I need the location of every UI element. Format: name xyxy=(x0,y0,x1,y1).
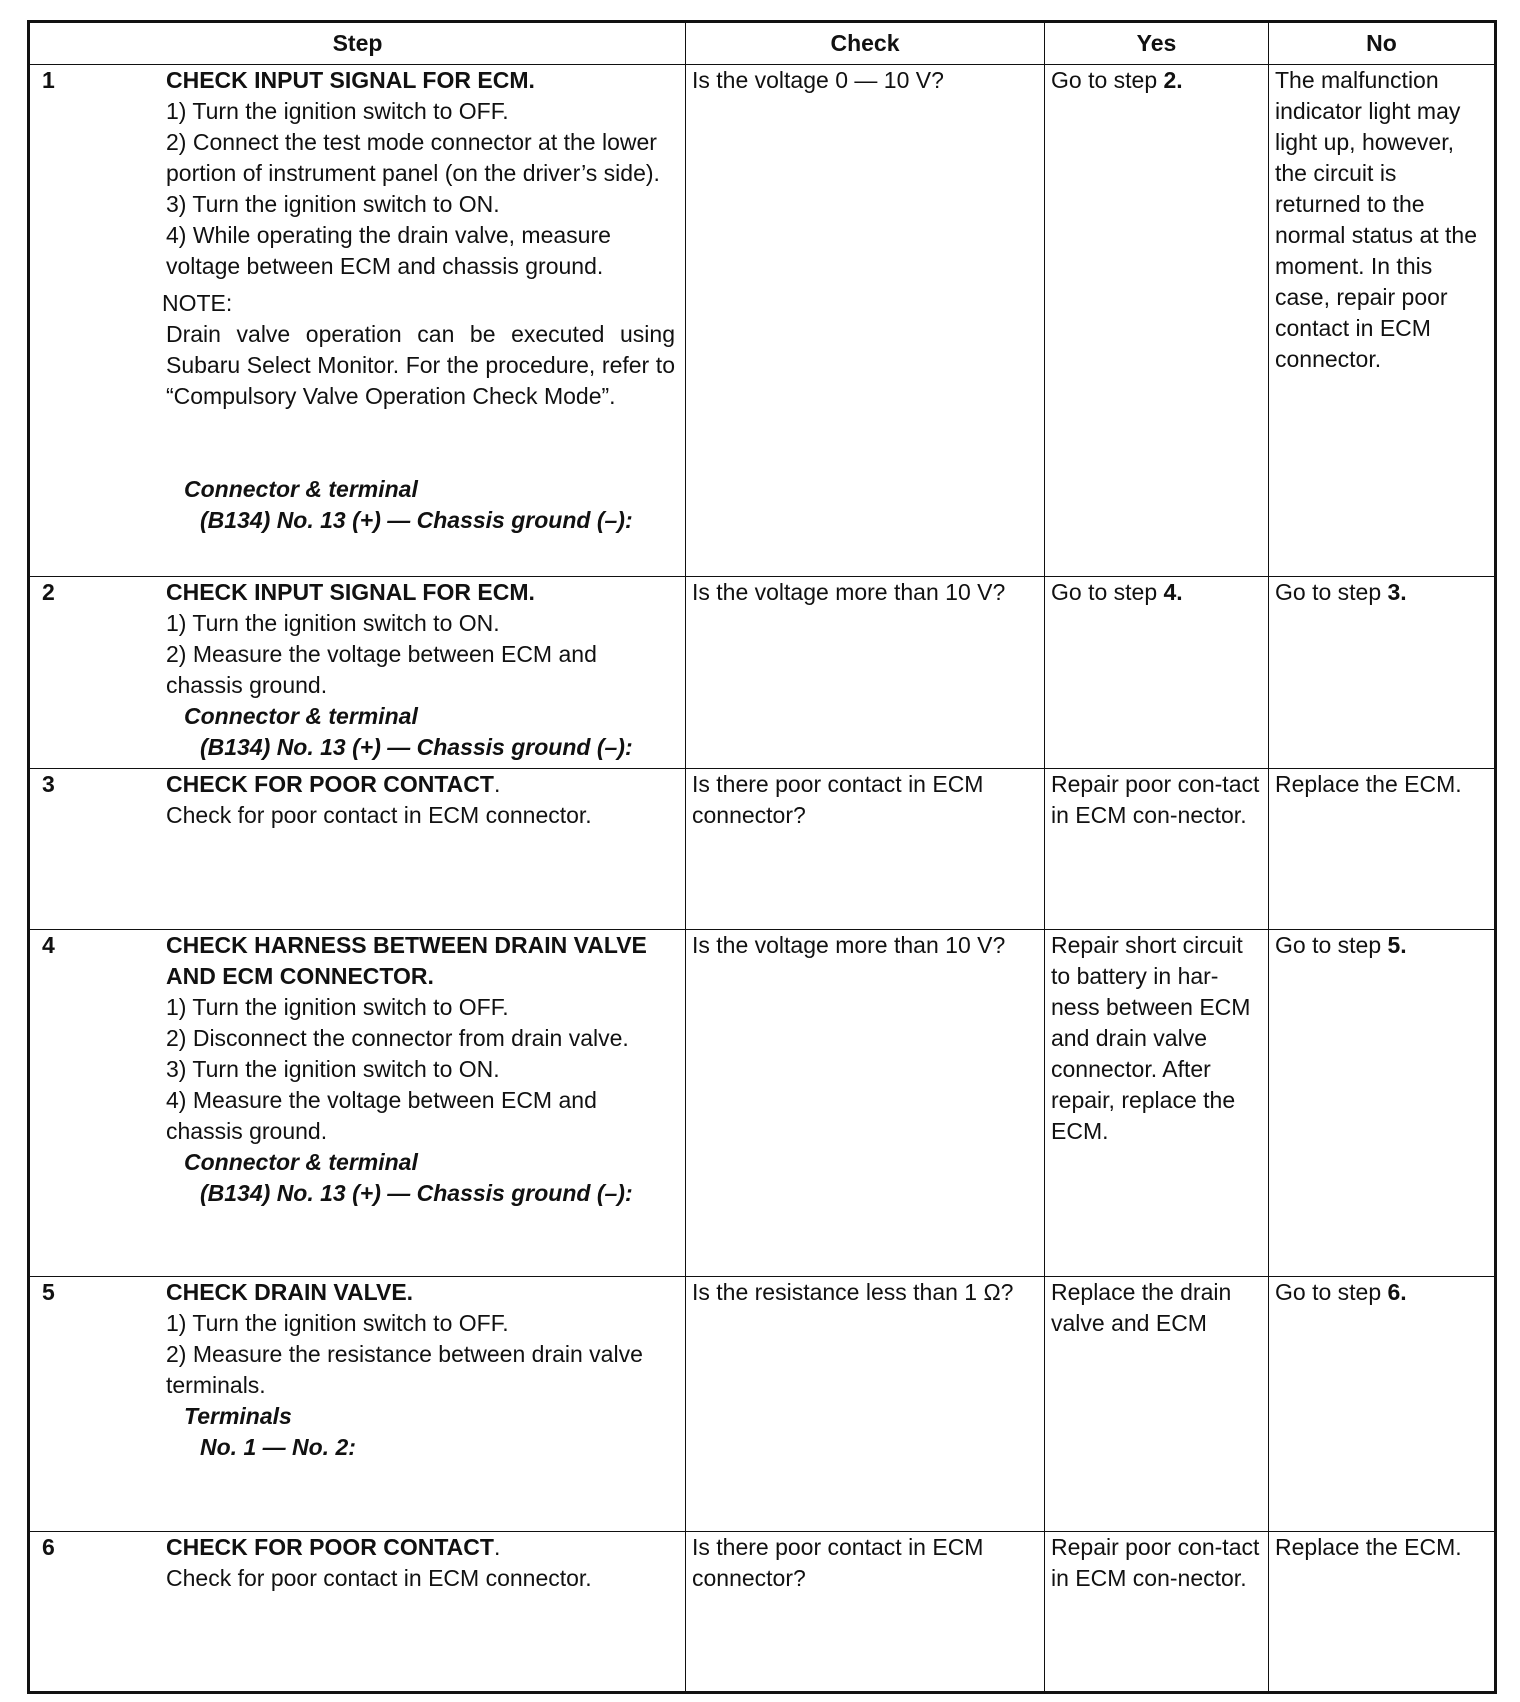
no-step-number: 5. xyxy=(1387,932,1407,958)
step-instruction: 3) Turn the ignition switch to ON. xyxy=(166,1056,500,1082)
table-row xyxy=(29,577,1496,769)
step-title: CHECK FOR POOR CONTACT xyxy=(166,771,494,797)
no-text: Go to step xyxy=(1275,1279,1388,1305)
step-instruction: 1) Turn the ignition switch to ON. xyxy=(166,610,500,636)
step-cell xyxy=(29,930,686,1277)
no-cell xyxy=(1269,930,1496,1277)
step-title: CHECK HARNESS BETWEEN DRAIN VALVE AND ECM CONNECTOR. xyxy=(166,932,647,989)
connector-value: (B134) No. 13 (+) — Chassis ground (–): xyxy=(200,1180,633,1206)
step-cell xyxy=(29,769,686,930)
no-cell xyxy=(1269,577,1496,769)
yes-cell: Repair poor con-tact in ECM con-nector. xyxy=(1045,1532,1269,1693)
terminals-value: No. 1 — No. 2: xyxy=(200,1434,356,1460)
step-number: 2 xyxy=(42,579,55,605)
step-number: 1 xyxy=(42,67,55,93)
table-row xyxy=(29,769,1496,930)
no-text: Go to step xyxy=(1275,932,1388,958)
step-number: 3 xyxy=(42,771,55,797)
step-instruction: 1) Turn the ignition switch to OFF. xyxy=(166,98,509,124)
step-title: CHECK DRAIN VALVE. xyxy=(166,1279,414,1305)
step-instruction: 1) Turn the ignition switch to OFF. xyxy=(166,1310,509,1336)
step-instruction: Check for poor contact in ECM connector. xyxy=(166,802,592,828)
step-instruction: 4) Measure the voltage between ECM and chassis ground. xyxy=(166,1087,597,1144)
no-step-number: 3. xyxy=(1387,579,1407,605)
yes-text: Go to step xyxy=(1051,579,1164,605)
step-title: CHECK INPUT SIGNAL FOR ECM. xyxy=(166,67,535,93)
step-instruction: Check for poor contact in ECM connector. xyxy=(166,1565,592,1591)
connector-label: Connector & terminal xyxy=(184,476,418,502)
note-text: Drain valve operation can be executed using Subaru Select Monitor. For the procedure, refer to “Compulsory Valve Operation Check Mode”. xyxy=(166,321,675,409)
terminals-label: Terminals xyxy=(184,1403,292,1429)
yes-cell: Replace the drain valve and ECM xyxy=(1045,1277,1269,1532)
step-title-period: . xyxy=(493,1534,501,1560)
step-instruction: 3) Turn the ignition switch to ON. xyxy=(166,191,500,217)
step-instruction: 2) Measure the resistance between drain valve terminals. xyxy=(166,1341,643,1398)
yes-cell xyxy=(1045,65,1269,577)
step-title-period: . xyxy=(493,771,501,797)
step-cell xyxy=(29,1277,686,1532)
header-step: Step xyxy=(29,22,686,65)
check-cell: Is there poor contact in ECM connector? xyxy=(686,769,1045,930)
no-cell: Replace the ECM. xyxy=(1269,769,1496,930)
step-instruction: 2) Connect the test mode connector at the lower portion of instrument panel (on the driver’s side). xyxy=(166,129,660,186)
header-row xyxy=(29,22,1496,65)
connector-label: Connector & terminal xyxy=(184,1149,418,1175)
no-cell xyxy=(1269,1277,1496,1532)
yes-step-number: 2. xyxy=(1163,67,1183,93)
header-no: No xyxy=(1269,22,1496,65)
table-row xyxy=(29,65,1496,577)
connector-label: Connector & terminal xyxy=(184,703,418,729)
diagnostic-table xyxy=(27,20,1497,1694)
step-number: 6 xyxy=(42,1534,55,1560)
header-check: Check xyxy=(686,22,1045,65)
connector-value: (B134) No. 13 (+) — Chassis ground (–): xyxy=(200,734,633,760)
step-title: CHECK INPUT SIGNAL FOR ECM. xyxy=(166,579,535,605)
header-yes: Yes xyxy=(1045,22,1269,65)
step-instruction: 2) Measure the voltage between ECM and chassis ground. xyxy=(166,641,597,698)
note-label: NOTE: xyxy=(162,290,233,316)
step-instruction: 4) While operating the drain valve, measure voltage between ECM and chassis ground. xyxy=(166,222,611,279)
yes-text: Go to step xyxy=(1051,67,1164,93)
no-cell: Replace the ECM. xyxy=(1269,1532,1496,1693)
step-title: CHECK FOR POOR CONTACT xyxy=(166,1534,494,1560)
step-instruction: 1) Turn the ignition switch to OFF. xyxy=(166,994,509,1020)
check-cell: Is the voltage 0 — 10 V? xyxy=(686,65,1045,577)
check-cell: Is the voltage more than 10 V? xyxy=(686,577,1045,769)
check-cell: Is the voltage more than 10 V? xyxy=(686,930,1045,1277)
step-number: 4 xyxy=(42,932,55,958)
no-step-number: 6. xyxy=(1387,1279,1407,1305)
step-cell xyxy=(29,577,686,769)
table-row xyxy=(29,1532,1496,1693)
connector-value: (B134) No. 13 (+) — Chassis ground (–): xyxy=(200,507,633,533)
yes-step-number: 4. xyxy=(1163,579,1183,605)
yes-cell xyxy=(1045,577,1269,769)
step-number: 5 xyxy=(42,1279,55,1305)
table-row xyxy=(29,930,1496,1277)
no-cell: The malfunction indicator light may light up, however, the circuit is returned to the normal status at the moment. In this case, repair poor contact in ECM connector. xyxy=(1269,65,1496,577)
step-cell xyxy=(29,65,686,577)
check-cell: Is the resistance less than 1 Ω? xyxy=(686,1277,1045,1532)
step-cell xyxy=(29,1532,686,1693)
yes-cell: Repair poor con-tact in ECM con-nector. xyxy=(1045,769,1269,930)
no-text: Go to step xyxy=(1275,579,1388,605)
step-instruction: 2) Disconnect the connector from drain valve. xyxy=(166,1025,629,1051)
table-row xyxy=(29,1277,1496,1532)
check-cell: Is there poor contact in ECM connector? xyxy=(686,1532,1045,1693)
yes-cell: Repair short circuit to battery in har-ness between ECM and drain valve connector. After repair, replace the ECM. xyxy=(1045,930,1269,1277)
